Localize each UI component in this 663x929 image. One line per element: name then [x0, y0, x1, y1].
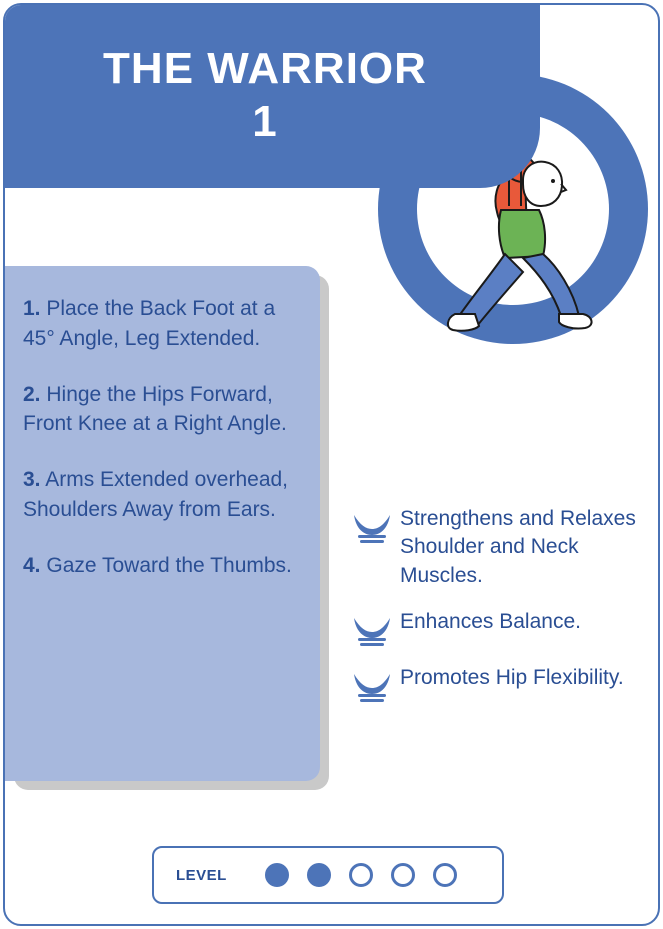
instruction-step [23, 465, 296, 525]
page-title [25, 43, 505, 149]
level-dot-empty [433, 863, 457, 887]
benefit-item [350, 505, 650, 590]
level-dot-filled [307, 863, 331, 887]
title-banner [5, 5, 540, 188]
lotus-icon [350, 507, 394, 543]
step-number: 3. [23, 468, 41, 492]
title-line-2: 1 [252, 96, 278, 146]
level-label: LEVEL [176, 866, 227, 884]
step-text: Place the Back Foot at a 45° Angle, Leg Extended. [23, 297, 276, 350]
benefit-text: Enhances Balance. [400, 610, 581, 634]
lotus-icon [350, 610, 394, 646]
benefit-text: Strengthens and Relaxes Shoulder and Neck Muscles. [400, 507, 636, 587]
lotus-icon [350, 666, 394, 702]
instructions-panel [5, 266, 320, 781]
step-text: Hinge the Hips Forward, Front Knee at a Right Angle. [23, 382, 287, 436]
instruction-step [23, 551, 296, 581]
step-text: Gaze Toward the Thumbs. [46, 553, 292, 577]
benefits-list [350, 505, 650, 720]
step-number: 4. [23, 553, 41, 577]
step-number: 1. [23, 297, 41, 320]
level-dots [265, 863, 457, 887]
level-dot-empty [391, 863, 415, 887]
title-line-1: THE WARRIOR [103, 44, 427, 93]
benefit-text: Promotes Hip Flexibility. [400, 666, 624, 690]
level-indicator [152, 846, 504, 904]
instruction-step [23, 294, 296, 354]
level-dot-filled [265, 863, 289, 887]
benefit-item [350, 608, 650, 646]
step-number: 2. [23, 382, 41, 406]
step-text: Arms Extended overhead, Shoulders Away from Ears. [23, 468, 289, 522]
benefit-item [350, 664, 650, 702]
instruction-step [23, 380, 296, 440]
level-dot-empty [349, 863, 373, 887]
